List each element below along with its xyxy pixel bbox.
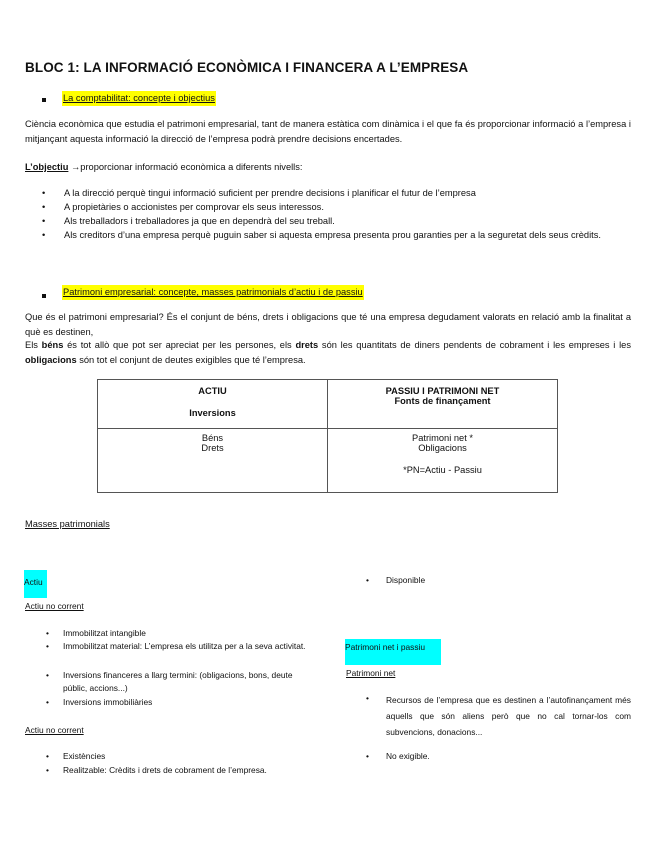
bens-drets-paragraph: Els béns és tot allò que pot ser apreciat per les persones, els drets són les quantitats de diners pendents de cobrament i les empreses i les obligacions són tot el conjunt de deutes exigibles que té l’empresa. bbox=[25, 340, 632, 365]
actiu-label: Actiu bbox=[24, 570, 47, 598]
section-2-heading: Patrimoni empresarial: concepte, masses patrimonials d’actiu i de passiu bbox=[62, 285, 364, 300]
table-cell-actiu: Béns Drets bbox=[98, 429, 328, 493]
objectiu-label: L’objectiu bbox=[25, 162, 69, 172]
patrimoni-net-label: Patrimoni net bbox=[346, 668, 396, 678]
patrimoni-net-passiu-label: Patrimoni net i passiu bbox=[345, 639, 441, 665]
section-1-bullet bbox=[42, 92, 46, 107]
section-1-heading: La comptabilitat: concepte i objectius bbox=[62, 91, 216, 106]
list-item: • Als creditors d’una empresa perquè puguin saber si aquesta empresa presenta prou garanties per a la seguretat dels seus crèdits. bbox=[42, 230, 601, 240]
masses-heading: Masses patrimonials bbox=[25, 519, 110, 529]
objectiu-line bbox=[25, 160, 302, 175]
actiu-corrent-label: Actiu no corrent bbox=[25, 725, 84, 735]
patrimoni-table bbox=[97, 379, 558, 493]
page-title: BLOC 1: LA INFORMACIÓ ECONÒMICA I FINANCERA A L’EMPRESA bbox=[25, 60, 469, 75]
table-head-actiu: ACTIU Inversions bbox=[98, 380, 328, 429]
actiu-no-corrent-label: Actiu no corrent bbox=[25, 601, 84, 611]
section-1-paragraph: Ciència econòmica que estudia el patrimoni empresarial, tant de manera estàtica com dinàmica i el que fa és proporcionar informació a l’empresa i mitjançant aquesta informació la direcció de l’empresa podrà prendre decisions encertades. bbox=[25, 119, 631, 144]
table-cell-passiu: Patrimoni net * Obligacions *PN=Actiu - Passiu bbox=[328, 429, 558, 493]
table-head-passiu: PASSIU I PATRIMONI NET Fonts de finançament bbox=[328, 380, 558, 429]
objectiu-text: proporcionar informació econòmica a diferents nivells: bbox=[80, 162, 303, 172]
arrow-icon: → bbox=[70, 162, 81, 172]
section-2-bullet bbox=[42, 288, 46, 303]
patrimoni-paragraph: Que és el patrimoni empresarial? És el conjunt de béns, drets i obligacions que té una empresa degudament valorats en relació amb la finalitat a què es destinen, bbox=[25, 312, 631, 337]
